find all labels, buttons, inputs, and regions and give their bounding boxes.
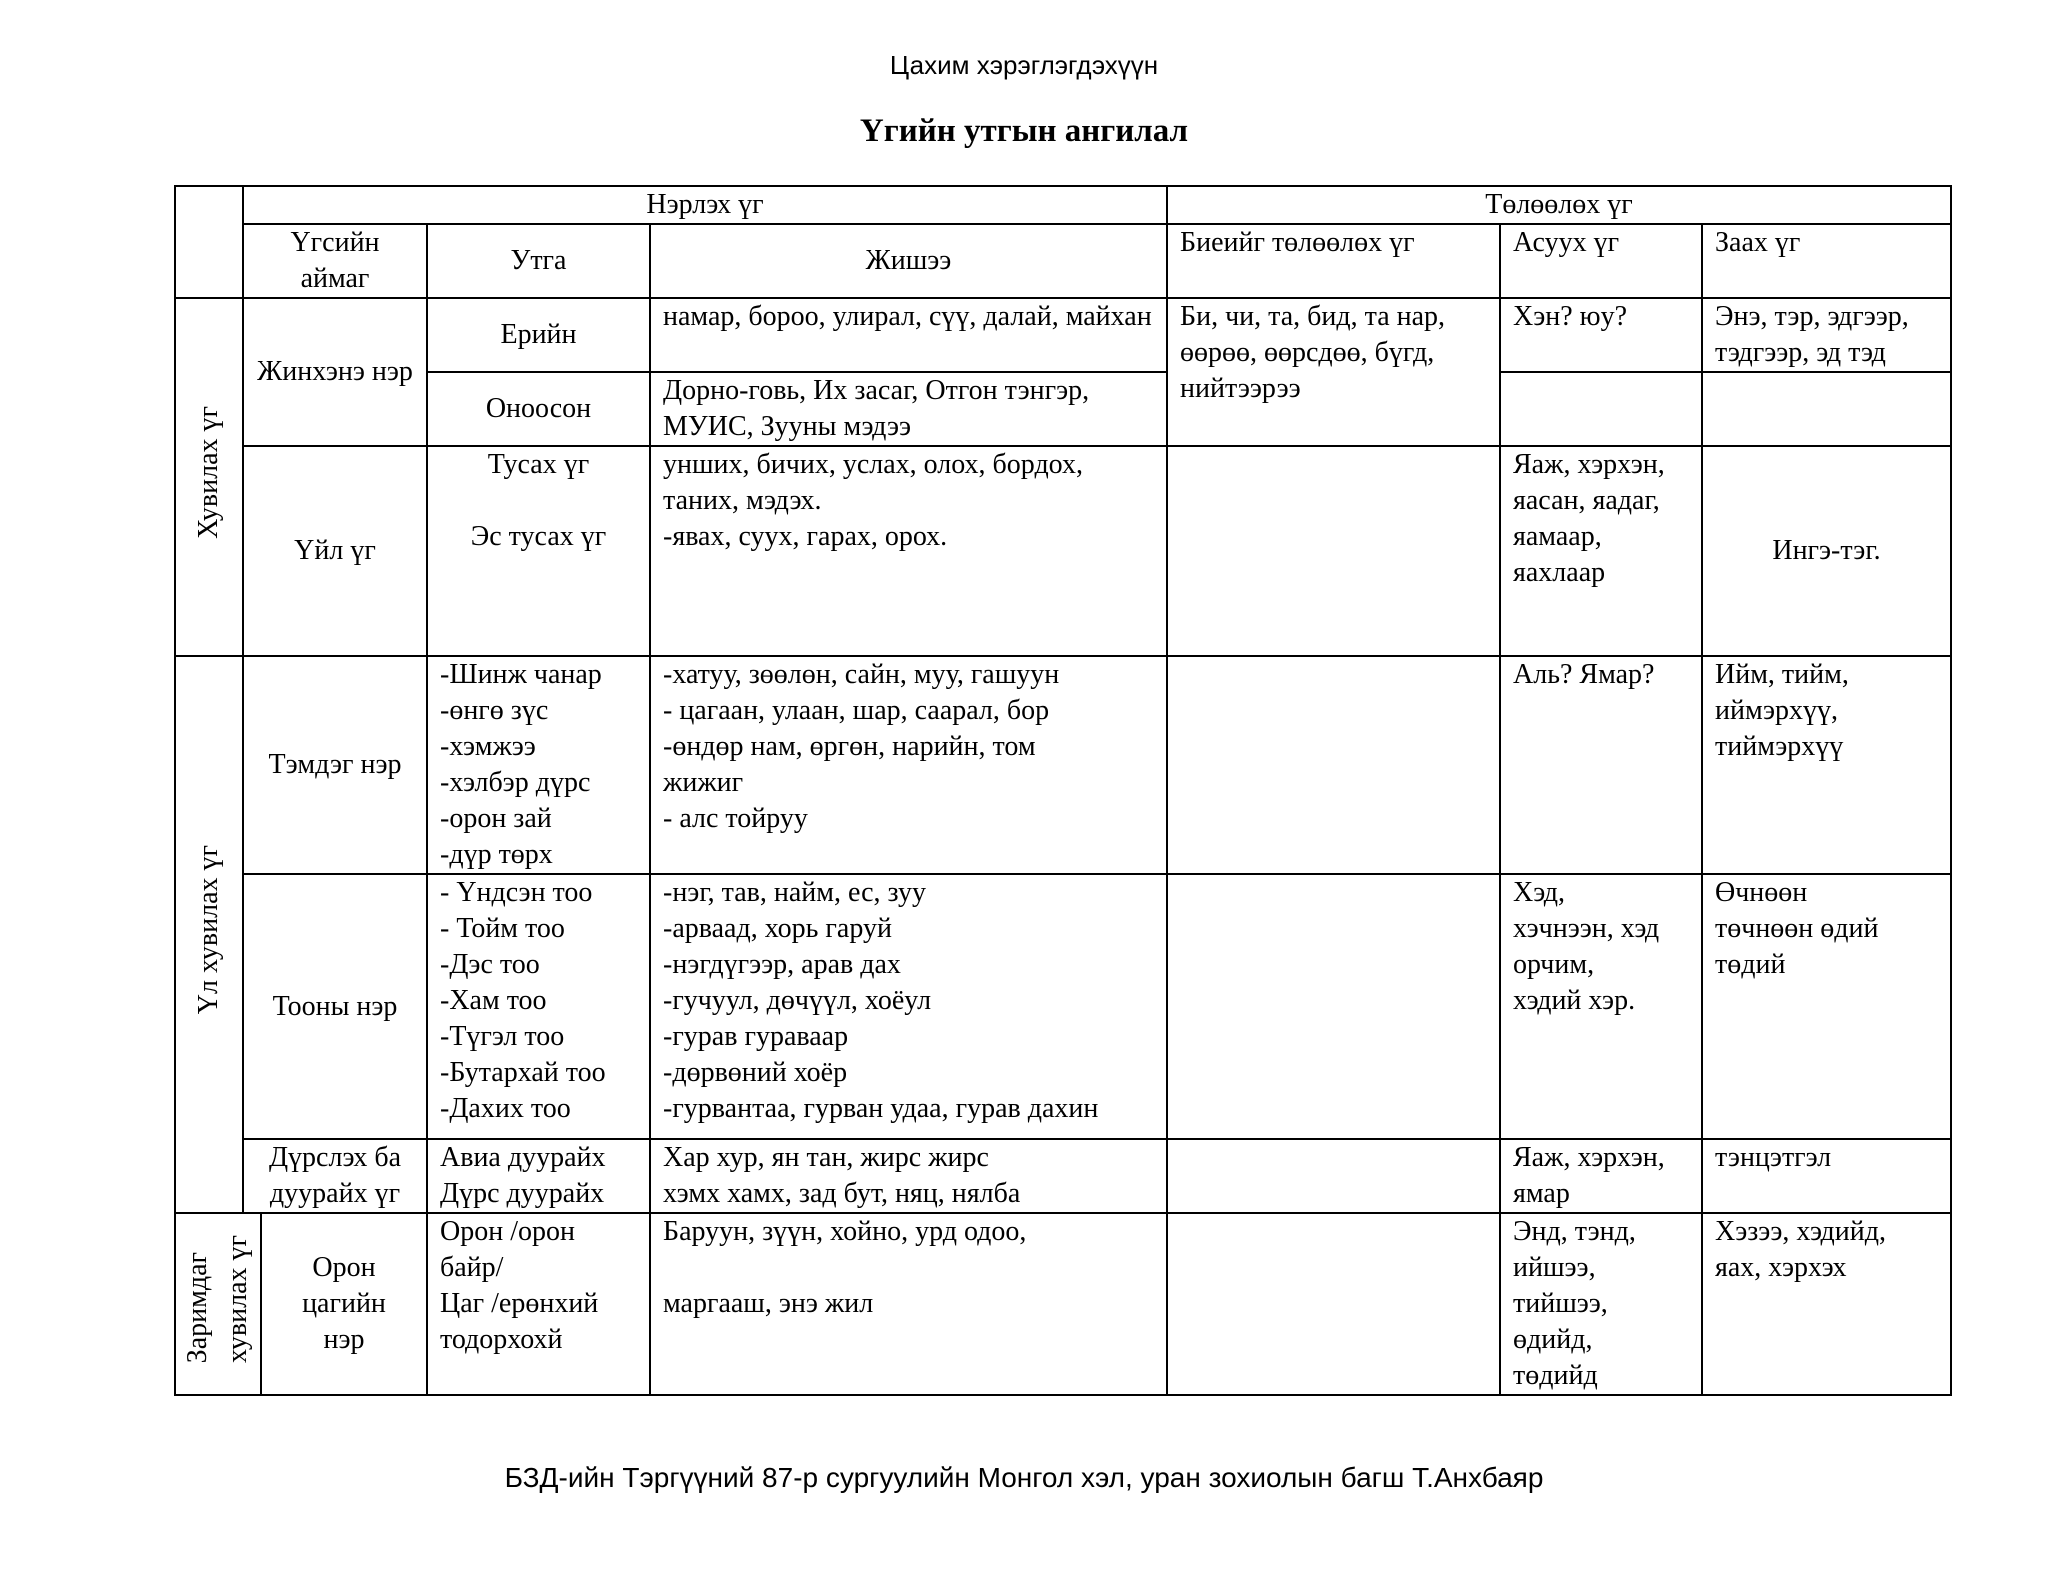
- row-toonii-ner-jishee-6: -дөрвөний хоёр: [663, 1057, 848, 1088]
- row-oron-tsag-utga-1: Орон /орон: [440, 1216, 575, 1247]
- row-temdeg-ner-asuuh: Аль? Ямар?: [1500, 656, 1702, 874]
- row-uil-ug-utga-tusah: Тусах үг: [487, 449, 590, 480]
- row-toonii-ner-asuuh-3: орчим,: [1513, 949, 1595, 980]
- row-toonii-ner-utga: [427, 874, 650, 1139]
- row-oron-tsag-zaah-1: Хэзээ, хэдийд,: [1715, 1216, 1886, 1247]
- row-oron-tsag-asuuh-2: ийшээ,: [1513, 1252, 1596, 1283]
- group-huvilah-ug: [175, 298, 243, 656]
- group-huvilah-label: Хувилах үг: [193, 405, 224, 539]
- row-temdeg-ner-utga-6: -дүр төрх: [440, 839, 553, 870]
- row-uil-ug-utga-es-tusah: Эс тусах үг: [470, 521, 607, 552]
- document-title: Үгийн утгын ангилал: [859, 113, 1189, 149]
- row-oron-tsag-jishee-3: маргааш, энэ жил: [663, 1288, 874, 1319]
- row-durslekh-zaah: тэнцэтгэл: [1702, 1139, 1951, 1213]
- row-jinhene-ner-jishee-eriin: намар, бороо, улирал, сүү, далай, майхан: [650, 298, 1167, 372]
- row-uil-ug-utga: [427, 446, 650, 656]
- row-temdeg-ner-utga-4: -хэлбэр дүрс: [440, 767, 591, 798]
- row-temdeg-ner-zaah-2: иймэрхүү,: [1715, 695, 1839, 726]
- group-ul-huvilah-ug: [175, 656, 243, 1213]
- row-temdeg-ner-jishee-1: -хатуу, зөөлөн, сайн, муу, гашуун: [663, 659, 1060, 690]
- row-toonii-ner-jishee-3: -нэгдүгээр, арав дах: [663, 949, 901, 980]
- row-temdeg-ner-bieiig-empty: [1167, 656, 1500, 874]
- row-temdeg-ner-utga-2: -өнгө зүс: [440, 695, 549, 726]
- row-oron-tsag-asuuh: [1500, 1213, 1702, 1395]
- row-oron-tsag-utga-3: Цаг /ерөнхий: [440, 1288, 599, 1319]
- row-toonii-ner-jishee-5: -гурав гураваар: [663, 1021, 849, 1052]
- row-toonii-ner-asuuh-2: хэчнээн, хэд: [1513, 913, 1660, 944]
- document-header: Цахим хэрэглэгдэхүүн: [889, 50, 1159, 80]
- row-uil-ug-asuuh: [1500, 446, 1702, 656]
- word-classification-table: [174, 185, 1952, 1396]
- row-toonii-ner-bieiig-empty: [1167, 874, 1500, 1139]
- row-oron-tsag-utga-2: байр/: [440, 1252, 504, 1283]
- row-oron-tsag-asuuh-1: Энд, тэнд,: [1513, 1216, 1636, 1247]
- group-zarimdag-huvilah-ug: [175, 1213, 261, 1395]
- group-zarimdag-label-1: Заримдаг: [182, 1251, 213, 1364]
- row-oron-tsag-jishee: [650, 1213, 1167, 1395]
- row-uil-ug-asuuh-4: яахлаар: [1513, 557, 1606, 588]
- row-uil-ug-jishee: [650, 446, 1167, 656]
- header-nerleh-ug: Нэрлэх үг: [243, 186, 1167, 224]
- row-toonii-ner-jishee-4: -гучуул, дөчүүл, хоёул: [663, 985, 932, 1016]
- row-toonii-ner-jishee: [650, 874, 1167, 1139]
- row-toonii-ner-jishee-7: -гурвантаа, гурван удаа, гурав дахин: [663, 1093, 1099, 1124]
- row-temdeg-ner-jishee-3: -өндөр нам, өргөн, нарийн, том: [663, 731, 1036, 762]
- row-toonii-ner-asuuh-1: Хэд,: [1513, 877, 1566, 908]
- row-temdeg-ner-jishee: [650, 656, 1167, 874]
- row-uil-ug-asuuh-1: Яаж, хэрхэн,: [1513, 449, 1665, 480]
- corner-cell: [175, 186, 243, 298]
- row-toonii-ner-utga-4: -Хам тоо: [440, 985, 547, 1016]
- row-toonii-ner-utga-2: - Тойм тоо: [440, 913, 565, 944]
- row-durslekh-jishee: [650, 1139, 1167, 1213]
- row-jinhene-ner-zaah-empty: [1702, 372, 1951, 446]
- row-toonii-ner-zaah-3: төдий: [1715, 949, 1786, 980]
- row-toonii-ner-utga-5: -Түгэл тоо: [440, 1021, 565, 1052]
- row-toonii-ner-jishee-1: -нэг, тав, найм, ес, зуу: [663, 877, 927, 908]
- row-uil-ug-asuuh-3: яамаар,: [1513, 521, 1602, 552]
- header-jishee: Жишээ: [650, 224, 1167, 298]
- row-temdeg-ner-zaah-1: Ийм, тийм,: [1715, 659, 1849, 690]
- row-toonii-ner-zaah-1: Өчнөөн: [1715, 877, 1808, 908]
- row-durslekh-asuuh: [1500, 1139, 1702, 1213]
- row-toonii-ner-utga-6: -Бутархай тоо: [440, 1057, 606, 1088]
- row-temdeg-ner-utga-3: -хэмжээ: [440, 731, 536, 762]
- row-oron-tsag-aimag: [261, 1213, 427, 1395]
- row-temdeg-ner-utga-1: -Шинж чанар: [440, 659, 602, 690]
- row-temdeg-ner-utga-5: -орон зай: [440, 803, 552, 834]
- row-toonii-ner-zaah-2: төчнөөн өдий: [1715, 913, 1879, 944]
- row-durslekh-asuuh-2: ямар: [1513, 1178, 1570, 1209]
- row-durslekh-utga-2: Дүрс дуурайх: [440, 1178, 605, 1209]
- row-oron-tsag-bieiig-empty: [1167, 1213, 1500, 1395]
- row-oron-tsag-asuuh-5: төдийд: [1513, 1360, 1598, 1391]
- row-durslekh-utga-1: Авиа дуурайх: [440, 1142, 606, 1173]
- row-durslekh-jishee-2: хэмх хамх, зад бут, няц, нялба: [663, 1178, 1021, 1209]
- row-jinhene-ner-asuuh-empty: [1500, 372, 1702, 446]
- row-temdeg-ner-utga: [427, 656, 650, 874]
- row-toonii-ner-aimag: Тооны нэр: [243, 874, 427, 1139]
- row-oron-tsag-aimag-2: цагийн: [302, 1288, 386, 1319]
- row-uil-ug-bieiig-empty: [1167, 446, 1500, 656]
- row-jinhene-ner-aimag: Жинхэнэ нэр: [243, 298, 427, 446]
- document-footer: БЗД-ийн Тэргүүний 87-р сургуулийн Монгол хэл, уран зохиолын багш Т.Анхбаяр: [504, 1462, 1544, 1493]
- row-toonii-ner-zaah: [1702, 874, 1951, 1139]
- row-oron-tsag-zaah: [1702, 1213, 1951, 1395]
- header-zaah: Заах үг: [1702, 224, 1951, 298]
- row-oron-tsag-jishee-1: Баруун, зүүн, хойно, урд одоо,: [663, 1216, 1027, 1247]
- row-durslekh-aimag: [243, 1139, 427, 1213]
- row-uil-ug-asuuh-2: яасан, яадаг,: [1513, 485, 1660, 516]
- row-temdeg-ner-jishee-5: - алс тойруу: [663, 803, 808, 834]
- header-asuuh: Асуух үг: [1500, 224, 1702, 298]
- row-oron-tsag-asuuh-4: өдийд,: [1513, 1324, 1593, 1355]
- row-uil-ug-jishee-1: унших, бичих, услах, олох, бордох, таних, мэдэх.: [663, 449, 1083, 516]
- row-temdeg-ner-jishee-4: жижиг: [663, 767, 744, 798]
- row-toonii-ner-utga-7: -Дахих тоо: [440, 1093, 571, 1124]
- row-temdeg-ner-zaah: [1702, 656, 1951, 874]
- row-uil-ug-aimag: Үйл үг: [243, 446, 427, 656]
- header-teleeleh-ug: Төлөөлөх үг: [1167, 186, 1951, 224]
- row-toonii-ner-utga-3: -Дэс тоо: [440, 949, 540, 980]
- row-oron-tsag-aimag-1: Орон: [312, 1252, 376, 1283]
- row-oron-tsag-zaah-2: яах, хэрхэх: [1715, 1252, 1847, 1283]
- row-jinhene-ner-utga-onooson: Оноосон: [427, 372, 650, 446]
- row-toonii-ner-asuuh: [1500, 874, 1702, 1139]
- row-durslekh-jishee-1: Хар хур, ян тан, жирс жирс: [663, 1142, 989, 1173]
- header-ugsiin-aimag: Үгсийн аймаг: [243, 224, 427, 298]
- row-jinhene-ner-zaah: Энэ, тэр, эдгээр, тэдгээр, эд тэд: [1702, 298, 1951, 372]
- group-zarimdag-label-2: хувилах үг: [222, 1234, 253, 1364]
- row-oron-tsag-asuuh-3: тийшээ,: [1513, 1288, 1608, 1319]
- row-jinhene-ner-bieiig: Би, чи, та, бид, та нар, өөрөө, өөрсдөө, бүгд, нийтээрээ: [1167, 298, 1500, 446]
- row-uil-ug-jishee-2: -явах, суух, гарах, орох.: [663, 521, 948, 552]
- row-temdeg-ner-jishee-2: - цагаан, улаан, шар, саарал, бор: [663, 695, 1050, 726]
- row-oron-tsag-utga: [427, 1213, 650, 1395]
- row-uil-ug-zaah: Ингэ-тэг.: [1702, 446, 1951, 656]
- row-jinhene-ner-jishee-onooson: Дорно-говь, Их засаг, Отгон тэнгэр, МУИС, Зууны мэдээ: [650, 372, 1167, 446]
- group-ul-huvilah-label: Үл хувилах үг: [193, 844, 224, 1015]
- row-durslekh-utga: [427, 1139, 650, 1213]
- row-oron-tsag-utga-4: тодорхохй: [440, 1324, 563, 1355]
- row-temdeg-ner-zaah-3: тиймэрхүү: [1715, 731, 1844, 762]
- row-toonii-ner-utga-1: - Үндсэн тоо: [440, 877, 593, 908]
- header-utga: Утга: [427, 224, 650, 298]
- header-bieiig: Биеийг төлөөлөх үг: [1167, 224, 1500, 298]
- row-jinhene-ner-asuuh: Хэн? юу?: [1500, 298, 1702, 372]
- row-jinhene-ner-utga-eriin: Ерийн: [427, 298, 650, 372]
- row-durslekh-bieiig-empty: [1167, 1139, 1500, 1213]
- row-oron-tsag-aimag-3: нэр: [323, 1324, 365, 1355]
- row-durslekh-aimag-2: дуурайх үг: [269, 1178, 401, 1209]
- row-durslekh-asuuh-1: Яаж, хэрхэн,: [1513, 1142, 1665, 1173]
- row-durslekh-aimag-1: Дүрслэх ба: [268, 1142, 402, 1173]
- row-toonii-ner-asuuh-4: хэдий хэр.: [1513, 985, 1636, 1016]
- row-toonii-ner-jishee-2: -арваад, хорь гаруй: [663, 913, 892, 944]
- row-temdeg-ner-aimag: Тэмдэг нэр: [243, 656, 427, 874]
